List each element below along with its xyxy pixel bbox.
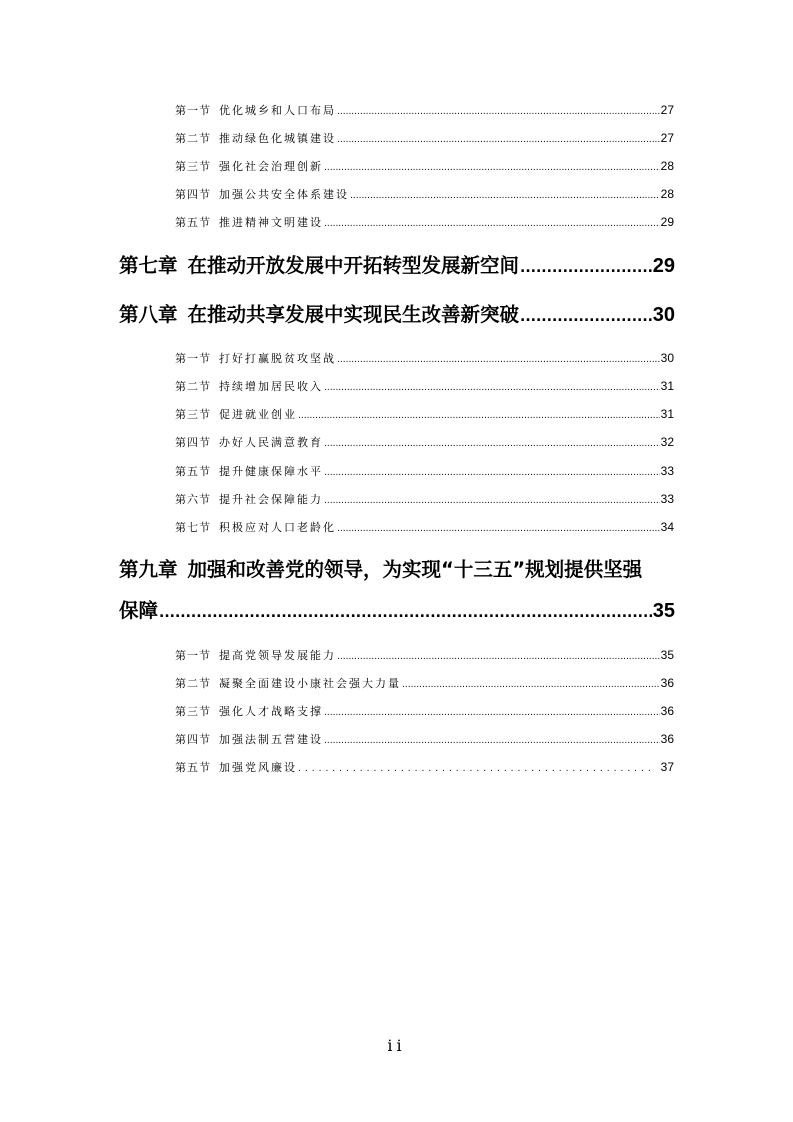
toc-chapter-7[interactable] bbox=[119, 252, 675, 280]
toc-entry[interactable] bbox=[175, 350, 674, 366]
section-title: 优化城乡和人口布局 bbox=[219, 104, 336, 117]
toc-entry[interactable] bbox=[175, 158, 674, 174]
toc-entry[interactable] bbox=[175, 519, 674, 535]
toc-entry[interactable] bbox=[175, 647, 674, 663]
page-number: 31 bbox=[660, 379, 674, 393]
section-number: 第四节 bbox=[175, 188, 211, 201]
section-number: 第一节 bbox=[175, 104, 211, 117]
toc-entry[interactable] bbox=[175, 214, 674, 230]
section-title: 促进就业创业 bbox=[219, 408, 297, 421]
page-number: 36 bbox=[660, 676, 674, 690]
section-number: 第四节 bbox=[175, 733, 211, 746]
section-number: 第三节 bbox=[175, 705, 211, 718]
dot-leader bbox=[298, 407, 660, 422]
dot-leader bbox=[159, 597, 652, 625]
section-title: 推动绿色化城镇建设 bbox=[219, 132, 336, 145]
section-title: 推进精神文明建设 bbox=[219, 216, 323, 229]
toc-entry[interactable] bbox=[175, 703, 674, 719]
section-number: 第三节 bbox=[175, 408, 211, 421]
section-number: 第七节 bbox=[175, 521, 211, 534]
page-number: 34 bbox=[660, 520, 674, 534]
chapter-number: 第九章 bbox=[119, 558, 178, 581]
chapter-title: 在推动共享发展中实现民生改善新突破 bbox=[187, 303, 520, 326]
section-title: 办好人民满意教育 bbox=[219, 436, 323, 449]
dot-leader bbox=[324, 379, 660, 394]
section-title: 提升健康保障水平 bbox=[219, 465, 323, 478]
dot-leader bbox=[324, 492, 660, 507]
section-title: 打好打赢脱贫攻坚战 bbox=[219, 352, 336, 365]
dot-leader bbox=[402, 676, 660, 691]
toc-chapter-9-line1[interactable] bbox=[119, 556, 642, 584]
dot-leader bbox=[520, 252, 652, 280]
section-title: 加强党风廉设 bbox=[219, 761, 297, 774]
page-number: 30 bbox=[652, 304, 675, 326]
page-number: 36 bbox=[660, 704, 674, 718]
section-number: 第五节 bbox=[175, 216, 211, 229]
page-number: 33 bbox=[660, 464, 674, 478]
toc-entry[interactable] bbox=[175, 463, 674, 479]
section-title: 凝聚全面建设小康社会强大力量 bbox=[219, 677, 401, 690]
section-title: 积极应对人口老龄化 bbox=[219, 521, 336, 534]
toc-entry[interactable] bbox=[175, 759, 674, 775]
page-number: 32 bbox=[660, 435, 674, 449]
chapter-title: 加强和改善党的领导，为实现“十三五”规划提供坚强 bbox=[187, 558, 643, 581]
chapter-title-continued: 保障 bbox=[119, 599, 159, 622]
page-number: 28 bbox=[660, 187, 674, 201]
page-number: 29 bbox=[660, 215, 674, 229]
page-number: 28 bbox=[660, 159, 674, 173]
chapter-number: 第七章 bbox=[119, 254, 178, 277]
page-number: 36 bbox=[660, 732, 674, 746]
dot-leader bbox=[324, 215, 660, 230]
chapter-title: 在推动开放发展中开拓转型发展新空间 bbox=[187, 254, 520, 277]
section-title: 强化社会治理创新 bbox=[219, 160, 323, 173]
dot-leader bbox=[324, 464, 660, 479]
toc-entry[interactable] bbox=[175, 406, 674, 422]
dot-leader bbox=[324, 159, 660, 174]
section-title: 持续增加居民收入 bbox=[219, 380, 323, 393]
section-number: 第三节 bbox=[175, 160, 211, 173]
toc-entry[interactable] bbox=[175, 731, 674, 747]
section-number: 第五节 bbox=[175, 465, 211, 478]
section-number: 第一节 bbox=[175, 352, 211, 365]
toc-entry[interactable] bbox=[175, 675, 674, 691]
dot-leader bbox=[337, 520, 660, 535]
page-number: 29 bbox=[652, 255, 675, 277]
dot-leader bbox=[520, 301, 652, 329]
dot-leader bbox=[350, 187, 660, 202]
dot-leader bbox=[337, 351, 660, 366]
page-number: 31 bbox=[660, 407, 674, 421]
section-title: 加强法制五营建设 bbox=[219, 733, 323, 746]
section-title: 提高党领导发展能力 bbox=[219, 649, 336, 662]
page-number: 37 bbox=[660, 760, 674, 774]
page-number: 27 bbox=[660, 103, 674, 117]
section-number: 第二节 bbox=[175, 677, 211, 690]
toc-entry[interactable] bbox=[175, 434, 674, 450]
chapter-number: 第八章 bbox=[119, 303, 178, 326]
footer-page-number: ii bbox=[387, 1036, 406, 1055]
toc-chapter-8[interactable] bbox=[119, 301, 675, 329]
toc-entry[interactable] bbox=[175, 102, 674, 118]
toc-entry[interactable] bbox=[175, 378, 674, 394]
section-title: 强化人才战略支撑 bbox=[219, 705, 323, 718]
dot-leader bbox=[324, 732, 660, 747]
dot-leader bbox=[337, 648, 660, 663]
toc-chapter-9-line2[interactable] bbox=[119, 597, 675, 625]
page-number: 27 bbox=[660, 131, 674, 145]
page-number: 33 bbox=[660, 492, 674, 506]
section-number: 第四节 bbox=[175, 436, 211, 449]
section-number: 第五节 bbox=[175, 761, 211, 774]
section-number: 第六节 bbox=[175, 493, 211, 506]
section-number: 第二节 bbox=[175, 132, 211, 145]
dot-leader bbox=[324, 704, 660, 719]
toc-entry[interactable] bbox=[175, 186, 674, 202]
toc-entry[interactable] bbox=[175, 130, 674, 146]
page-number: 35 bbox=[660, 648, 674, 662]
toc-entry[interactable] bbox=[175, 491, 674, 507]
dot-leader bbox=[324, 435, 660, 450]
dot-leader bbox=[337, 131, 660, 146]
page-number: 30 bbox=[660, 351, 674, 365]
page-number: 35 bbox=[652, 600, 675, 622]
section-number: 第二节 bbox=[175, 380, 211, 393]
section-title: 加强公共安全体系建设 bbox=[219, 188, 349, 201]
section-title: 提升社会保障能力 bbox=[219, 493, 323, 506]
section-number: 第一节 bbox=[175, 649, 211, 662]
dot-leader bbox=[298, 760, 654, 775]
dot-leader bbox=[337, 103, 660, 118]
